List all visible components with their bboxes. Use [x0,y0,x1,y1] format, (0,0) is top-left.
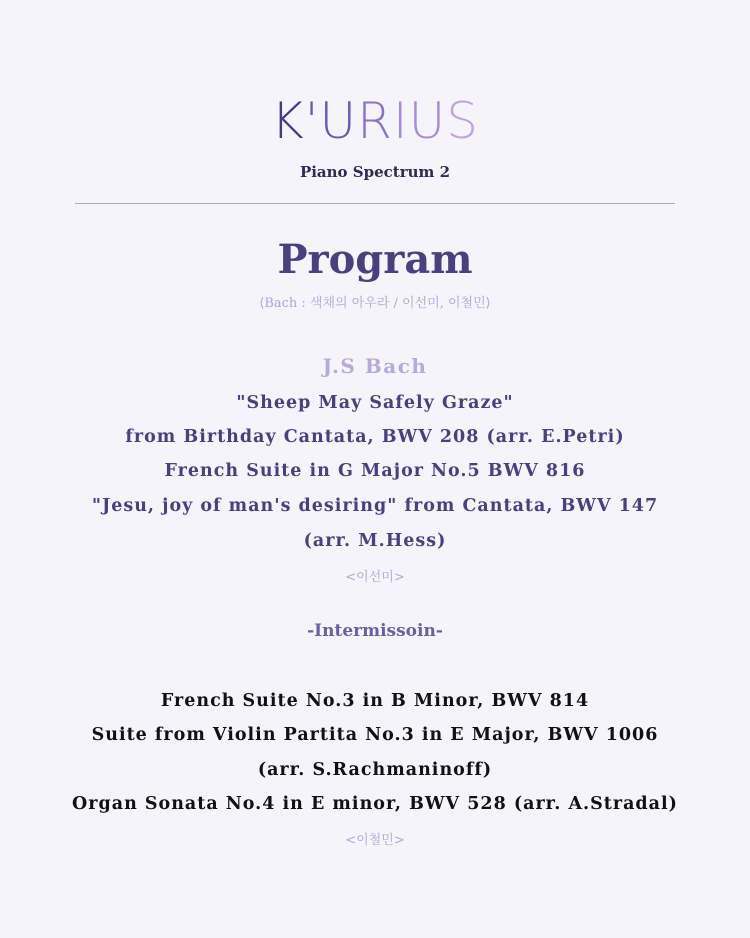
intermission-label: -Intermissoin- [307,621,443,641]
performer-label: <이철민> [345,833,405,848]
program-line: "Jesu, joy of man's desiring" from Cantata, BWV 147 [91,496,659,516]
program-line: French Suite in G Major No.5 BWV 816 [164,461,586,481]
program-heading: Program [277,236,473,283]
concert-subtitle: Piano Spectrum 2 [299,163,451,181]
program-theme: ⟨Bach : 색채의 아우라 / 이선미, 이철민⟩ [259,296,491,311]
program-line: Suite from Violin Partita No.3 in E Major, BWV 1006 [91,725,659,745]
program-line: "Sheep May Safely Graze" [236,393,514,413]
program-line: French Suite No.3 in B Minor, BWV 814 [160,691,590,711]
program-line: (arr. M.Hess) [303,531,447,551]
kurius-logo: K'URIUS [271,92,479,150]
composer-name: J.S Bach [322,354,428,378]
program-line: (arr. S.Rachmaninoff) [257,760,493,780]
header-divider [75,203,675,204]
program-line: from Birthday Cantata, BWV 208 (arr. E.Petri) [125,427,625,447]
performer-label: <이선미> [345,570,405,585]
program-line: Organ Sonata No.4 in E minor, BWV 528 (arr. A.Stradal) [72,794,678,814]
